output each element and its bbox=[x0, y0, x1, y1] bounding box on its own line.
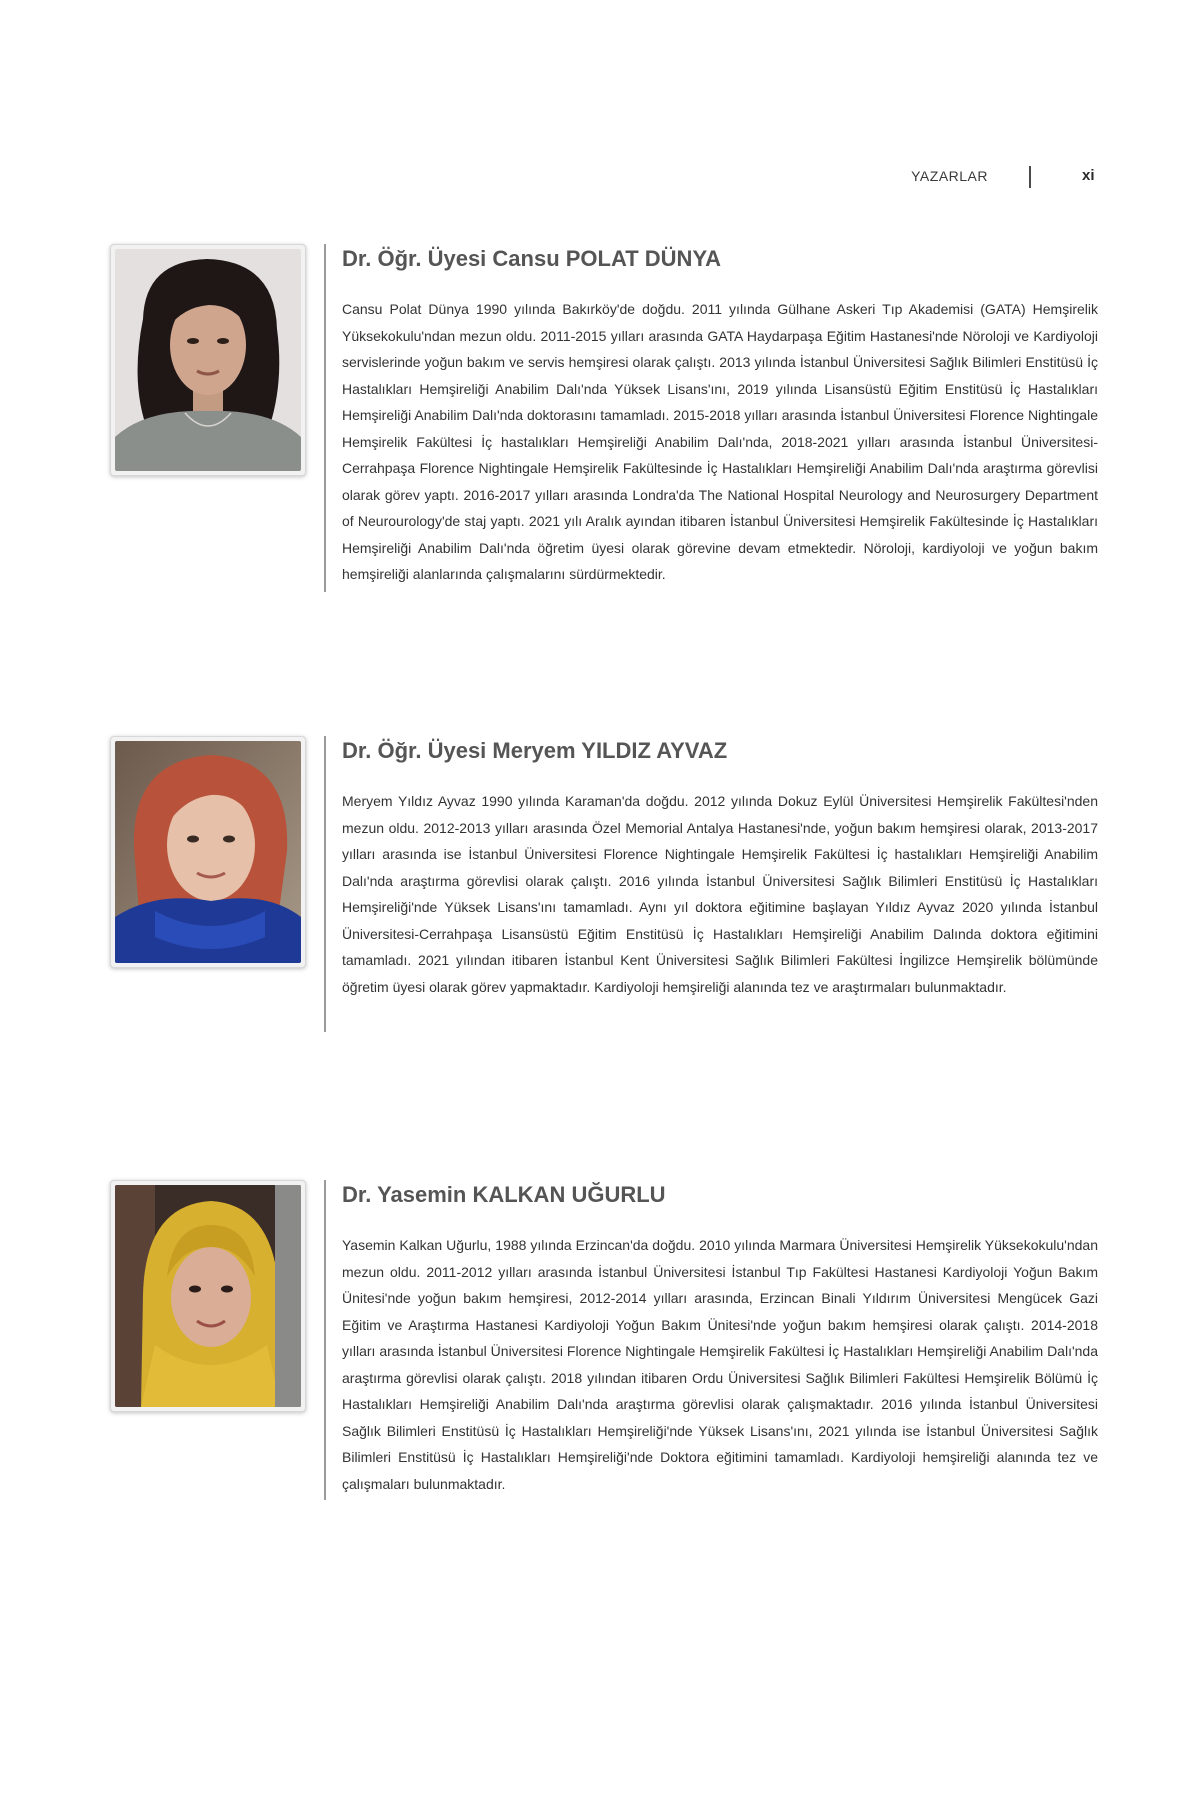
author-entry bbox=[0, 1180, 1200, 1520]
author-name: Dr. Yasemin KALKAN UĞURLU bbox=[342, 1182, 666, 1207]
portrait-image bbox=[115, 741, 301, 963]
author-photo bbox=[110, 1180, 306, 1412]
author-bio: Meryem Yıldız Ayvaz 1990 yılında Karaman'da doğdu. 2012 yılında Dokuz Eylül Üniversitesi Hemşirelik Fakültesi'nden mezun oldu. 2012-2013 yılları arasında Özel Memorial Antalya Hastanesi'nde, yoğun bakım hemşiresi olarak, 2013-2017 yılları arasında ise İstanbul Üniversitesi Florence Nightingale Hemşirelik Fakültesi İç hastalıkları Hemşireliği Anabilim Dalı'nda araştırma görevlisi olarak çalıştı. 2016 yılında İstanbul Üniversitesi Sağlık Bilimleri Enstitüsü İç Hastalıkları Hemşireliği'nde Yüksek Lisans'ını tamamladı. Aynı yıl doktora eğitimine başlayan Yıldız Ayvaz 2020 yılında İstanbul Üniversitesi-Cerrahpaşa Lisansüstü Eğitim Enstitüsü İç Hastalıkları Hemşireliği Anabilim Dalında doktora eğitimini tamamladı. 2021 yılından itibaren İstanbul Kent Üniversitesi Sağlık Bilimleri Fakültesi İngilizce Hemşirelik bölümünde öğretim üyesi olarak görev yapmaktadır. Kardiyoloji hemşireliği alanında tez ve araştırmaları bulunmaktadır. bbox=[342, 793, 1098, 995]
section-title: YAZARLAR bbox=[911, 168, 988, 184]
author-entry bbox=[0, 244, 1200, 604]
accent-rule bbox=[324, 244, 326, 592]
portrait-image bbox=[115, 1185, 301, 1407]
author-photo bbox=[110, 736, 306, 968]
author-bio: Cansu Polat Dünya 1990 yılında Bakırköy'de doğdu. 2011 yılında Gülhane Askeri Tıp Akademisi (GATA) Hemşirelik Yüksekokulu'ndan mezun oldu. 2011-2015 yılları arasında GATA Haydarpaşa Eğitim Hastanesi'nde Nöroloji ve Kardiyoloji servislerinde yoğun bakım ve servis hemşiresi olarak çalıştı. 2013 yılında İstanbul Üniversitesi Sağlık Bilimleri Enstitüsü İç Hastalıkları Hemşireliği Anabilim Dalı'nda Yüksek Lisans'ını, 2019 yılında Lisansüstü Eğitim Enstitüsü İç Hastalıkları Hemşireliği Anabilim Dalı'nda doktorasını tamamladı. 2015-2018 yılları arasında İstanbul Üniversitesi Florence Nightingale Hemşirelik Fakültesi İç hastalıkları Hemşireliği Anabilim Dalı'nda, 2018-2021 yılları arasında İstanbul Üniversitesi-Cerrahpaşa Florence Nightingale Hemşirelik Fakültesinde İç Hastalıkları Hemşireliği Anabilim Dalı'nda araştırma görevlisi olarak görev yaptı. 2016-2017 yılları arasında Londra'da The National Hospital Neurology and Neurosurgery Department of Neurourology'de staj yaptı. 2021 yılı Aralık ayından itibaren İstanbul Üniversitesi Hemşirelik Fakültesinde İç Hastalıkları Hemşireliği Anabilim Dalı'nda öğretim üyesi olarak görevine devam etmektedir. Nöroloji, kardiyoloji ve yoğun bakım hemşireliği alanlarında çalışmalarını sürdürmektedir. bbox=[342, 301, 1098, 582]
running-header bbox=[0, 166, 1200, 190]
author-name: Dr. Öğr. Üyesi Cansu POLAT DÜNYA bbox=[342, 246, 721, 271]
author-name: Dr. Öğr. Üyesi Meryem YILDIZ AYVAZ bbox=[342, 738, 728, 763]
author-photo bbox=[110, 244, 306, 476]
header-divider bbox=[1029, 166, 1031, 188]
accent-rule bbox=[324, 736, 326, 1032]
portrait-image bbox=[115, 249, 301, 471]
page-number: xi bbox=[1082, 167, 1095, 184]
accent-rule bbox=[324, 1180, 326, 1500]
author-bio: Yasemin Kalkan Uğurlu, 1988 yılında Erzincan'da doğdu. 2010 yılında Marmara Üniversitesi Hemşirelik Yüksekokulu'ndan mezun oldu. 2011-2012 yılları arasında İstanbul Üniversitesi İstanbul Tıp Fakültesi Hastanesi Kardiyoloji Yoğun Bakım Ünitesi'nde yoğun bakım hemşiresi, 2012-2014 yılları arasında, Erzincan Binali Yıldırım Üniversitesi Mengücek Gazi Eğitim ve Araştırma Hastanesi Kardiyoloji Yoğun Bakım Ünitesi'nde yoğun bakım hemşiresi olarak çalıştı. 2014-2018 yılları arasında İstanbul Üniversitesi Florence Nightingale Hemşirelik Fakültesi İç Hastalıkları Hemşireliği Anabilim Dalı'nda araştırma görevlisi olarak çalıştı. 2018 yılından itibaren Ordu Üniversitesi Sağlık Bilimleri Fakültesi Hemşirelik Bölümü İç Hastalıkları Hemşireliği Anabilim Dalı'nda araştırma görevlisi olarak çalışmaktadır. 2016 yılında İstanbul Üniversitesi Sağlık Bilimleri Enstitüsü İç Hastalıkları Hemşireliği'nde Yüksek Lisans'ını, 2021 yılında ise İstanbul Üniversitesi Sağlık Bilimleri Enstitüsü İç Hastalıkları Hemşireliği'nde Doktora eğitimini tamamladı. Kardiyoloji hemşireliği alanında tez ve çalışmaları bulunmaktadır. bbox=[342, 1237, 1098, 1492]
author-entry bbox=[0, 736, 1200, 1056]
